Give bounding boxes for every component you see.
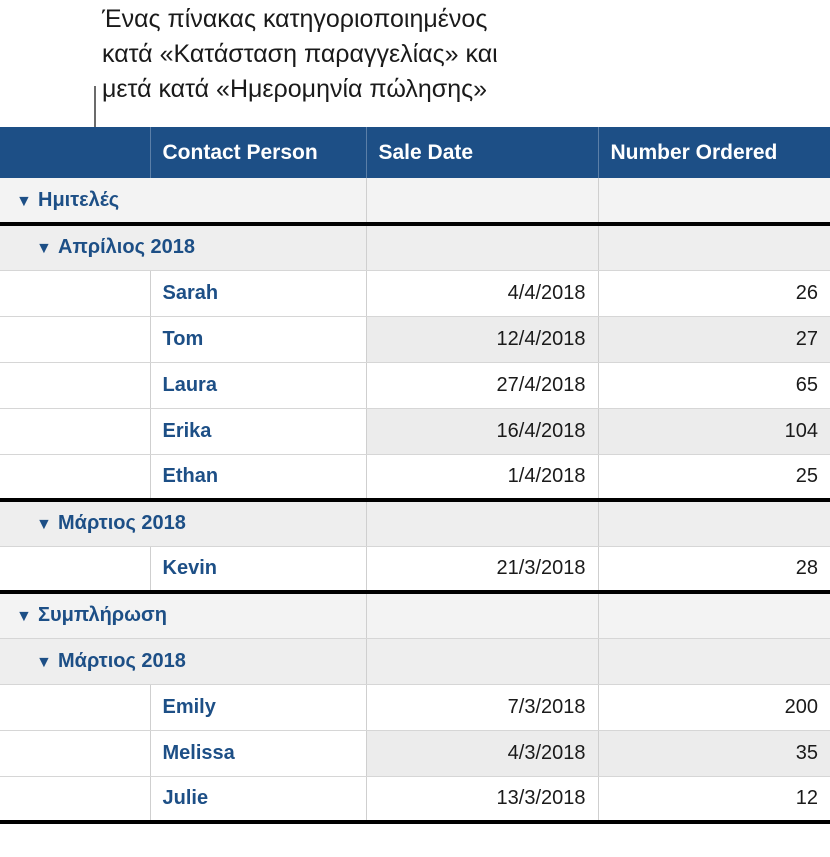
disclosure-triangle-icon[interactable]: ▼: [16, 608, 32, 626]
subgroup-label-cell[interactable]: [0, 500, 366, 546]
sale-date-cell[interactable]: 4/4/2018: [366, 270, 598, 316]
sale-date-cell[interactable]: 1/4/2018: [366, 454, 598, 500]
table-row: [0, 454, 830, 500]
header-cell-number-ordered[interactable]: Number Ordered: [598, 127, 830, 178]
number-ordered-cell[interactable]: 26: [598, 270, 830, 316]
blank-cell[interactable]: [0, 316, 150, 362]
number-ordered-cell[interactable]: 12: [598, 776, 830, 822]
table-row: [0, 316, 830, 362]
group-row: [0, 592, 830, 638]
callout-line: κατά «Κατάσταση παραγγελίας» και: [102, 40, 498, 68]
table-row: [0, 730, 830, 776]
number-ordered-cell[interactable]: 27: [598, 316, 830, 362]
contact-person-cell[interactable]: Julie: [150, 776, 366, 822]
blank-cell[interactable]: [0, 270, 150, 316]
blank-cell[interactable]: [0, 684, 150, 730]
subgroup-label: Απρίλιος 2018: [58, 236, 196, 259]
group-empty-cell[interactable]: [366, 592, 598, 638]
header-cell-contact-person[interactable]: Contact Person: [150, 127, 366, 178]
blank-cell[interactable]: [0, 408, 150, 454]
header-row: [0, 127, 830, 178]
group-label-cell[interactable]: [0, 592, 366, 638]
disclosure-triangle-icon[interactable]: ▼: [36, 240, 52, 258]
subgroup-empty-cell[interactable]: [598, 224, 830, 270]
subgroup-row: [0, 224, 830, 270]
blank-cell[interactable]: [0, 730, 150, 776]
subgroup-empty-cell[interactable]: [598, 500, 830, 546]
group-label: Συμπλήρωση: [38, 604, 167, 627]
subgroup-empty-cell[interactable]: [366, 500, 598, 546]
group-label: Ημιτελές: [38, 188, 120, 211]
sale-date-cell[interactable]: 13/3/2018: [366, 776, 598, 822]
contact-person-cell[interactable]: Ethan: [150, 454, 366, 500]
table-row: [0, 684, 830, 730]
table-row: [0, 362, 830, 408]
number-ordered-cell[interactable]: 65: [598, 362, 830, 408]
subgroup-label: Μάρτιος 2018: [58, 512, 186, 535]
sale-date-cell[interactable]: 12/4/2018: [366, 316, 598, 362]
sale-date-cell[interactable]: 27/4/2018: [366, 362, 598, 408]
callout-line: Ένας πίνακας κατηγοριοποιημένος: [102, 5, 488, 33]
group-row: [0, 178, 830, 224]
blank-cell[interactable]: [0, 776, 150, 822]
table-row: [0, 776, 830, 822]
contact-person-cell[interactable]: Sarah: [150, 270, 366, 316]
group-label-cell[interactable]: [0, 178, 366, 224]
contact-person-cell[interactable]: Melissa: [150, 730, 366, 776]
subgroup-empty-cell[interactable]: [366, 638, 598, 684]
subgroup-row: [0, 638, 830, 684]
table-row: [0, 546, 830, 592]
table-row: [0, 270, 830, 316]
group-empty-cell[interactable]: [598, 178, 830, 224]
sale-date-cell[interactable]: 16/4/2018: [366, 408, 598, 454]
disclosure-triangle-icon[interactable]: ▼: [36, 653, 52, 671]
blank-cell[interactable]: [0, 454, 150, 500]
header-cell-blank[interactable]: [0, 127, 150, 178]
subgroup-label-cell[interactable]: [0, 638, 366, 684]
sale-date-cell[interactable]: 7/3/2018: [366, 684, 598, 730]
contact-person-cell[interactable]: Kevin: [150, 546, 366, 592]
contact-person-cell[interactable]: Tom: [150, 316, 366, 362]
table-row: [0, 408, 830, 454]
disclosure-triangle-icon[interactable]: ▼: [36, 516, 52, 534]
number-ordered-cell[interactable]: 104: [598, 408, 830, 454]
subgroup-label: Μάρτιος 2018: [58, 649, 186, 672]
group-empty-cell[interactable]: [366, 178, 598, 224]
contact-person-cell[interactable]: Erika: [150, 408, 366, 454]
callout-text: [102, 2, 662, 107]
categorized-table: [0, 127, 830, 824]
number-ordered-cell[interactable]: 35: [598, 730, 830, 776]
subgroup-empty-cell[interactable]: [598, 638, 830, 684]
sale-date-cell[interactable]: 4/3/2018: [366, 730, 598, 776]
number-ordered-cell[interactable]: 25: [598, 454, 830, 500]
callout-line: μετά κατά «Ημερομηνία πώλησης»: [102, 75, 488, 103]
disclosure-triangle-icon[interactable]: ▼: [16, 192, 32, 210]
subgroup-label-cell[interactable]: [0, 224, 366, 270]
contact-person-cell[interactable]: Laura: [150, 362, 366, 408]
header-cell-sale-date[interactable]: Sale Date: [366, 127, 598, 178]
number-ordered-cell[interactable]: 200: [598, 684, 830, 730]
subgroup-empty-cell[interactable]: [366, 224, 598, 270]
subgroup-row: [0, 500, 830, 546]
group-empty-cell[interactable]: [598, 592, 830, 638]
sale-date-cell[interactable]: 21/3/2018: [366, 546, 598, 592]
blank-cell[interactable]: [0, 546, 150, 592]
contact-person-cell[interactable]: Emily: [150, 684, 366, 730]
number-ordered-cell[interactable]: 28: [598, 546, 830, 592]
blank-cell[interactable]: [0, 362, 150, 408]
